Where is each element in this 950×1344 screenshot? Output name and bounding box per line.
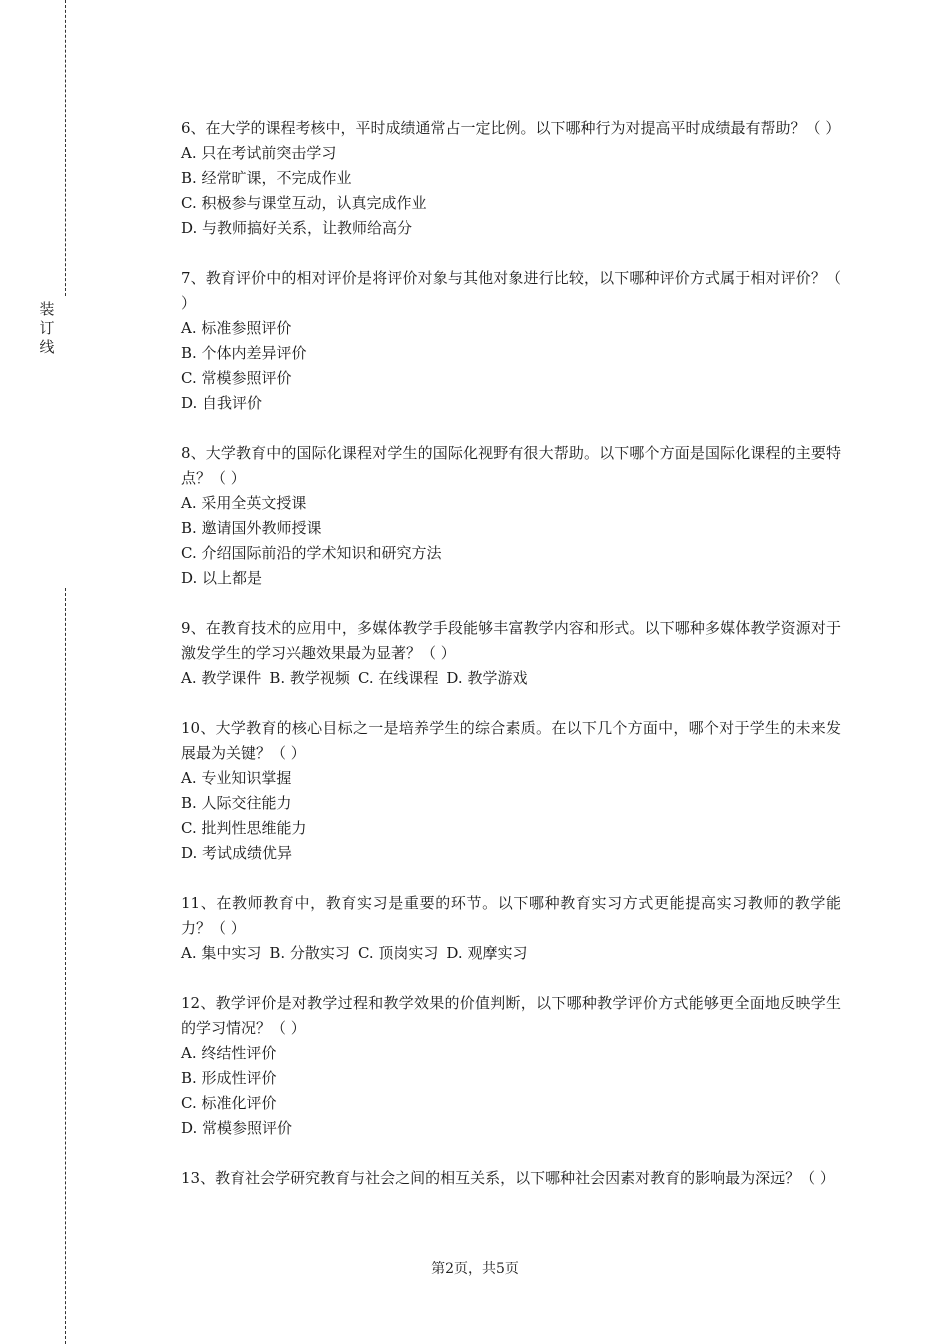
option-a: A. 教学课件 [181,669,262,687]
option-c: C. 积极参与课堂互动，认真完成作业 [181,194,427,212]
option-d: D. 以上都是 [181,569,263,587]
option-b: B. 个体内差异评价 [181,344,307,362]
option-a: A. 集中实习 [181,944,262,962]
binding-label: 装订线 [39,300,55,356]
option-c: C. 批判性思维能力 [181,819,307,837]
inline-options [181,666,841,691]
question-8 [181,441,841,591]
option-a: A. 采用全英文授课 [181,494,307,512]
question-11 [181,891,841,966]
binding-line-bottom [65,588,66,1344]
page-number: 第2页，共5页 [431,1261,519,1277]
option-b: B. 分散实习 [269,944,350,962]
question-7 [181,266,841,416]
option-b: B. 邀请国外教师授课 [181,519,322,537]
option-b: B. 人际交往能力 [181,794,292,812]
option-a: A. 只在考试前突击学习 [181,144,337,162]
binding-line-top [65,0,66,296]
question-12 [181,991,841,1141]
question-6 [181,116,841,241]
question-stem: 11、在教师教育中，教育实习是重要的环节。以下哪种教育实习方式更能提高实习教师的教学能力？（ ） [181,894,841,937]
option-c: C. 在线课程 [357,669,439,687]
option-b: B. 形成性评价 [181,1069,277,1087]
option-a: A. 标准参照评价 [181,319,292,337]
question-stem: 6、在大学的课程考核中，平时成绩通常占一定比例。以下哪种行为对提高平时成绩最有帮助？（ ） [181,119,841,137]
option-c: C. 标准化评价 [181,1094,277,1112]
option-d: D. 与教师搞好关系，让教师给高分 [181,219,413,237]
question-stem: 7、教育评价中的相对评价是将评价对象与其他对象进行比较，以下哪种评价方式属于相对评价？（ ） [181,269,841,312]
option-d: D. 教学游戏 [446,669,528,687]
question-stem: 13、教育社会学研究教育与社会之间的相互关系，以下哪种社会因素对教育的影响最为深远？（ ） [181,1169,835,1187]
option-c: C. 常模参照评价 [181,369,292,387]
option-d: D. 自我评价 [181,394,263,412]
question-13 [181,1166,841,1191]
question-9 [181,616,841,691]
option-a: A. 专业知识掌握 [181,769,292,787]
option-d: D. 常模参照评价 [181,1119,293,1137]
question-10 [181,716,841,866]
option-d: D. 观摩实习 [446,944,528,962]
option-c: C. 顶岗实习 [357,944,439,962]
option-a: A. 终结性评价 [181,1044,277,1062]
option-b: B. 经常旷课，不完成作业 [181,169,352,187]
option-d: D. 考试成绩优异 [181,844,293,862]
question-stem: 8、大学教育中的国际化课程对学生的国际化视野有很大帮助。以下哪个方面是国际化课程的主要特点？（ ） [181,444,841,487]
option-b: B. 教学视频 [269,669,350,687]
inline-options [181,941,841,966]
question-list [181,116,841,1216]
option-c: C. 介绍国际前沿的学术知识和研究方法 [181,544,442,562]
question-stem: 10、大学教育的核心目标之一是培养学生的综合素质。在以下几个方面中，哪个对于学生的未来发展最为关键？（ ） [181,719,841,762]
question-stem: 12、教学评价是对教学过程和教学效果的价值判断，以下哪种教学评价方式能够更全面地反映学生的学习情况？（ ） [181,994,841,1037]
question-stem: 9、在教育技术的应用中，多媒体教学手段能够丰富教学内容和形式。以下哪种多媒体教学资源对于激发学生的学习兴趣效果最为显著？（ ） [181,619,841,662]
